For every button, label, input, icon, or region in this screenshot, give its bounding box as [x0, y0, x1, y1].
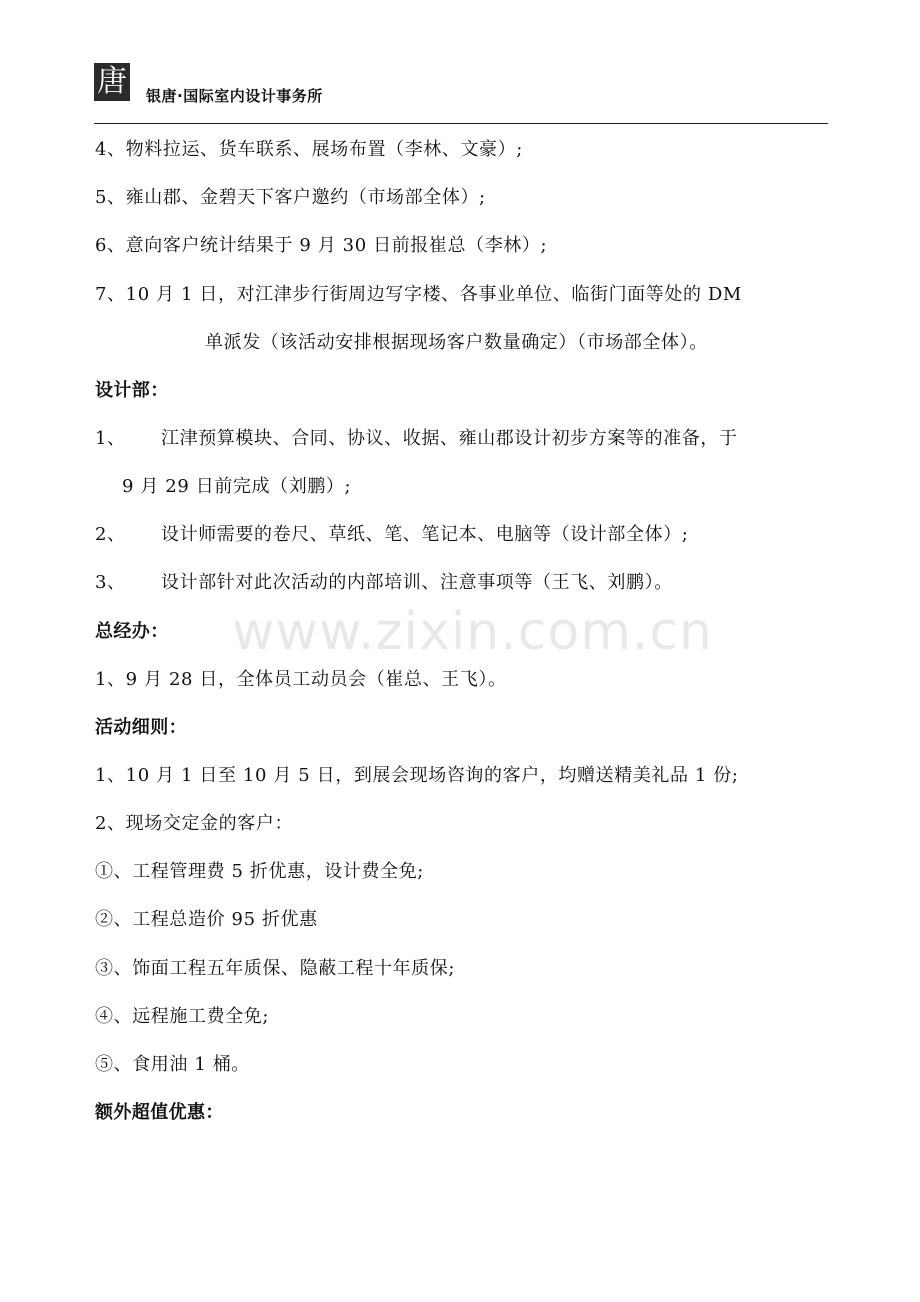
- market-task-4: 4、物料拉运、货车联系、展场布置（李林、文豪）;: [95, 139, 523, 160]
- rules-sub-item-4: ④、远程施工费全免;: [95, 1006, 270, 1027]
- page-header: [94, 63, 828, 125]
- rules-heading: 活动细则：: [95, 717, 187, 738]
- company-name: 银唐·国际室内设计事务所: [146, 87, 323, 105]
- market-task-7: 7、10 月 1 日，对江津步行街周边写字楼、各事业单位、临街门面等处的 DM: [95, 284, 742, 305]
- item-text: 江津预算模块、合同、协议、收据、雍山郡设计初步方案等的准备，于: [161, 428, 738, 449]
- market-task-6: 6、意向客户统计结果于 9 月 30 日前报崔总（李林）;: [95, 235, 548, 256]
- design-heading: 设计部：: [95, 380, 169, 401]
- header-divider: [94, 123, 828, 124]
- design-item-1: [95, 427, 738, 451]
- item-number: 1、: [95, 428, 126, 449]
- market-task-7-continued: 单派发（该活动安排根据现场客户数量确定）（市场部全体）。: [205, 332, 708, 353]
- rules-sub-item-1: ①、工程管理费 5 折优惠，设计费全免;: [95, 861, 424, 882]
- rules-item-2: 2、现场交定金的客户：: [95, 813, 294, 834]
- item-number: 3、: [95, 572, 126, 593]
- gm-office-heading: 总经办：: [95, 621, 169, 642]
- design-item-2: [95, 523, 688, 547]
- market-task-5: 5、雍山郡、金碧天下客户邀约（市场部全体）;: [95, 187, 486, 208]
- watermark: www.zixin.com.cn: [232, 602, 713, 662]
- rules-sub-item-3: ③、饰面工程五年质保、隐蔽工程十年质保;: [95, 958, 456, 979]
- company-logo: 唐: [94, 63, 130, 101]
- item-text: 设计部针对此次活动的内部培训、注意事项等（王飞、刘鹏）。: [161, 572, 673, 593]
- extra-offer-heading: 额外超值优惠：: [95, 1102, 224, 1123]
- item-number: 2、: [95, 524, 126, 545]
- rules-sub-item-2: ②、工程总造价 95 折优惠: [95, 909, 318, 930]
- design-item-3: [95, 571, 673, 595]
- rules-item-1: 1、10 月 1 日至 10 月 5 日，到展会现场咨询的客户，均赠送精美礼品 1 份;: [95, 765, 739, 786]
- item-text: 设计师需要的卷尺、草纸、笔、笔记本、电脑等（设计部全体）;: [161, 524, 689, 545]
- rules-sub-item-5: ⑤、食用油 1 桶。: [95, 1054, 250, 1075]
- design-item-1-continued: 9 月 29 日前完成（刘鹏）;: [122, 476, 352, 497]
- gm-office-item-1: 1、9 月 28 日，全体员工动员会（崔总、王飞）。: [95, 669, 507, 690]
